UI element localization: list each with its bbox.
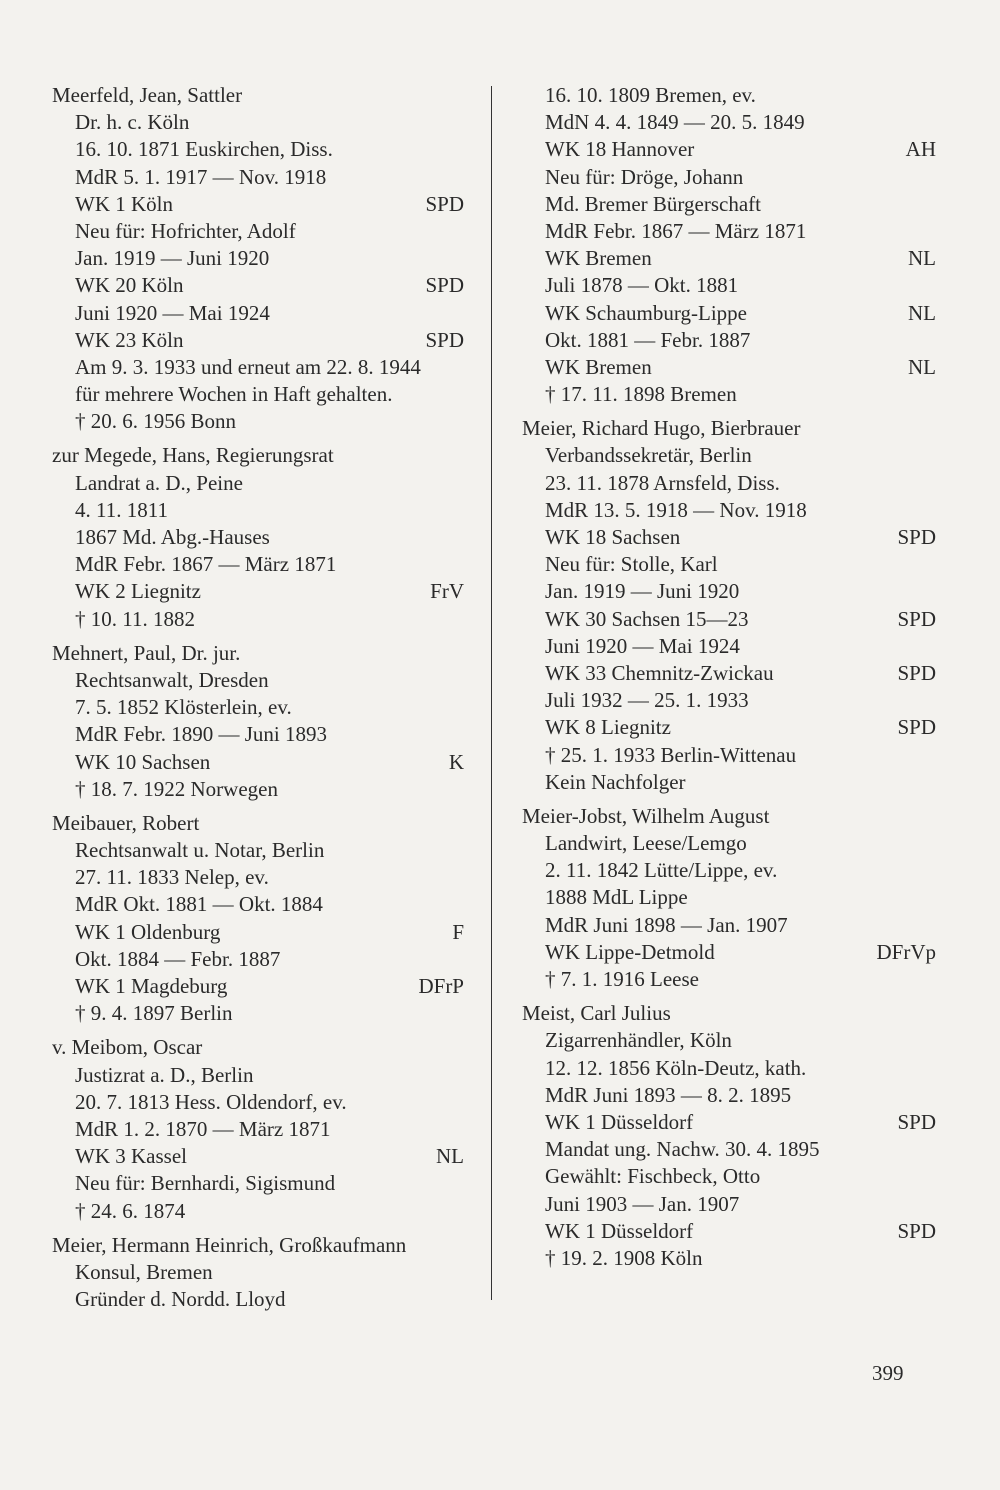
entry-line-text: WK 23 Köln <box>75 327 184 352</box>
entry-line <box>52 578 464 605</box>
entry-line <box>522 912 936 939</box>
entry-line-text: WK 30 Sachsen 15—23 <box>545 606 749 631</box>
entry-line <box>52 1062 464 1089</box>
entry-line <box>52 470 464 497</box>
entry-line-text: für mehrere Wochen in Haft gehalten. <box>75 382 393 407</box>
entry-line <box>522 164 936 191</box>
entry-line-text: † 10. 11. 1882 <box>75 606 195 631</box>
entry-line <box>522 633 936 660</box>
entry-line <box>52 1089 464 1116</box>
entry-line-text: † 18. 7. 1922 Norwegen <box>75 776 278 801</box>
entry-line <box>52 891 464 918</box>
entry-line <box>522 442 936 469</box>
entry-line <box>522 939 936 966</box>
entry-line <box>52 1000 464 1027</box>
entry-line <box>52 1170 464 1197</box>
entry-line-text: WK 33 Chemnitz-Zwickau <box>545 660 774 685</box>
entry-line <box>522 1027 936 1054</box>
entry-line <box>522 966 936 993</box>
entry-line-text: WK 1 Magdeburg <box>75 974 228 998</box>
entry-line-text: Rechtsanwalt u. Notar, Berlin <box>75 838 325 863</box>
entry-line-text: Konsul, Bremen <box>75 1259 213 1284</box>
entry-line <box>522 1055 936 1082</box>
entry-name: Mehnert, Paul, Dr. jur. <box>52 640 241 665</box>
entry-line <box>522 272 936 299</box>
entry-line <box>522 884 936 911</box>
page-number: 399 <box>872 1361 904 1385</box>
biography-entry <box>52 442 464 632</box>
entry-line <box>522 1218 936 1245</box>
entry-line <box>52 164 464 191</box>
entry-line-text: Okt. 1881 — Febr. 1887 <box>545 327 751 352</box>
party-label: AH <box>905 137 936 162</box>
entry-line-text: WK 1 Köln <box>75 191 173 216</box>
entry-line <box>52 864 464 891</box>
entry-name: zur Megede, Hans, Regierungsrat <box>52 443 334 468</box>
entry-line <box>52 946 464 973</box>
biography-entry <box>52 810 464 1028</box>
entry-line <box>522 354 936 381</box>
entry-line-text: WK Schaumburg-Lippe <box>545 300 747 325</box>
left-column <box>52 82 464 1313</box>
entry-line-text: MdR Febr. 1867 — März 1871 <box>75 552 337 577</box>
party-label: SPD <box>897 715 936 740</box>
entry-line-text: 23. 11. 1878 Arnsfeld, Diss. <box>545 470 780 495</box>
entry-line-text: MdR 5. 1. 1917 — Nov. 1918 <box>75 164 327 189</box>
entry-line <box>522 470 936 497</box>
entry-line <box>52 524 464 551</box>
entry-line-text: Neu für: Stolle, Karl <box>545 552 718 577</box>
entry-line-text: † 24. 6. 1874 <box>75 1198 186 1223</box>
biography-entry <box>522 82 936 408</box>
entry-name: Meier-Jobst, Wilhelm August <box>522 803 770 828</box>
entry-line-text: Mandat ung. Nachw. 30. 4. 1895 <box>545 1137 820 1162</box>
entry-line <box>522 245 936 272</box>
entry-line-text: 7. 5. 1852 Klösterlein, ev. <box>75 695 292 720</box>
entry-line-text: MdR Febr. 1890 — Juni 1893 <box>75 722 328 747</box>
entry-line-text: WK 20 Köln <box>75 273 184 298</box>
entry-line-text: 1888 MdL Lippe <box>545 885 688 910</box>
entry-line-text: Gründer d. Nordd. Lloyd <box>75 1287 286 1312</box>
party-label: DFrVp <box>876 939 936 964</box>
entry-line <box>522 1082 936 1109</box>
entry-line <box>522 769 936 796</box>
entry-line-text: Okt. 1884 — Febr. 1887 <box>75 946 281 971</box>
entry-line <box>522 551 936 578</box>
entry-line <box>52 1143 464 1170</box>
biography-entry <box>52 640 464 803</box>
entry-line <box>522 857 936 884</box>
party-label: DFrP <box>418 974 464 998</box>
entry-line <box>522 660 936 687</box>
entry-line-text: Juli 1932 — 25. 1. 1933 <box>545 688 749 713</box>
entry-line-text: MdR 13. 5. 1918 — Nov. 1918 <box>545 497 807 522</box>
biography-entry <box>52 1232 464 1314</box>
entry-line-text: Justizrat a. D., Berlin <box>75 1062 254 1087</box>
party-label: SPD <box>897 525 936 549</box>
entry-line <box>52 667 464 694</box>
entry-name: Meier, Hermann Heinrich, Großkaufmann <box>52 1232 407 1257</box>
entry-line <box>522 578 936 605</box>
entry-line-text: WK 1 Düsseldorf <box>545 1109 694 1134</box>
entry-line-text: WK 18 Hannover <box>545 137 695 162</box>
entry-line-text: 20. 7. 1813 Hess. Oldendorf, ev. <box>75 1089 347 1114</box>
party-label: NL <box>908 300 936 325</box>
entry-line-text: † 17. 11. 1898 Bremen <box>545 382 737 407</box>
entry-line <box>522 136 936 163</box>
entry-line-text: † 19. 2. 1908 Köln <box>545 1245 703 1270</box>
entry-line-text: † 20. 6. 1956 Bonn <box>75 409 237 434</box>
party-label: FrV <box>430 579 464 604</box>
entry-line-text: Gewählt: Fischbeck, Otto <box>545 1164 761 1189</box>
entry-line <box>522 82 936 109</box>
entry-line <box>52 245 464 272</box>
entry-line <box>522 1136 936 1163</box>
entry-line <box>52 776 464 803</box>
entry-line-text: 12. 12. 1856 Köln-Deutz, kath. <box>545 1055 807 1080</box>
entry-line <box>522 714 936 741</box>
entry-line-text: MdN 4. 4. 1849 — 20. 5. 1849 <box>545 110 805 135</box>
entry-line <box>52 136 464 163</box>
entry-line-text: WK 3 Kassel <box>75 1144 187 1169</box>
entry-line-text: Jan. 1919 — Juni 1920 <box>75 246 270 271</box>
column-divider <box>491 86 492 1300</box>
biography-entry <box>522 803 936 993</box>
entry-line-text: MdR 1. 2. 1870 — März 1871 <box>75 1116 331 1141</box>
entry-line <box>52 606 464 633</box>
party-label: NL <box>436 1144 464 1169</box>
entry-line <box>52 109 464 136</box>
entry-line-text: † 9. 4. 1897 Berlin <box>75 1001 233 1026</box>
entry-line <box>522 687 936 714</box>
entry-line-text: 16. 10. 1871 Euskirchen, Diss. <box>75 137 333 162</box>
entry-line-text: Landrat a. D., Peine <box>75 470 243 495</box>
entry-line <box>522 381 936 408</box>
entry-line-text: WK 1 Düsseldorf <box>545 1218 694 1243</box>
entry-line <box>52 721 464 748</box>
party-label: SPD <box>897 1109 936 1134</box>
entry-line <box>522 300 936 327</box>
biography-entry <box>52 82 464 435</box>
entry-line-text: Zigarrenhändler, Köln <box>545 1028 732 1053</box>
entry-line <box>52 327 464 354</box>
entry-line-text: 4. 11. 1811 <box>75 497 168 522</box>
entry-line <box>522 191 936 218</box>
party-label: SPD <box>897 1218 936 1243</box>
entry-line <box>522 606 936 633</box>
entry-line-text: Landwirt, Leese/Lemgo <box>545 831 747 856</box>
party-label: NL <box>908 354 936 379</box>
entry-line <box>52 381 464 408</box>
entry-line <box>52 919 464 946</box>
entry-line <box>52 1198 464 1225</box>
entry-line <box>52 191 464 218</box>
entry-line-text: MdR Juni 1893 — 8. 2. 1895 <box>545 1082 792 1107</box>
entry-name: Meist, Carl Julius <box>522 1001 671 1026</box>
entry-line <box>522 524 936 551</box>
entry-line <box>52 408 464 435</box>
entry-line-text: Juni 1903 — Jan. 1907 <box>545 1191 740 1216</box>
entry-line-text: Neu für: Bernhardi, Sigismund <box>75 1171 336 1196</box>
entry-line-text: WK 2 Liegnitz <box>75 579 201 604</box>
entry-line-text: 1867 Md. Abg.-Hauses <box>75 525 270 549</box>
entry-name: v. Meibom, Oscar <box>52 1035 203 1060</box>
entry-line-text: WK 10 Sachsen <box>75 749 211 774</box>
party-label: SPD <box>897 606 936 631</box>
party-label: SPD <box>897 660 936 685</box>
entry-line-text: † 7. 1. 1916 Leese <box>545 967 699 991</box>
entry-line <box>522 1245 936 1272</box>
entry-line-text: Neu für: Dröge, Johann <box>545 164 744 189</box>
entry-line <box>522 742 936 769</box>
entry-line <box>522 1163 936 1190</box>
right-column <box>522 82 936 1272</box>
entry-line-text: Rechtsanwalt, Dresden <box>75 667 269 692</box>
entry-name: Meibauer, Robert <box>52 810 200 835</box>
entry-name: Meerfeld, Jean, Sattler <box>52 83 243 107</box>
party-label: SPD <box>425 327 464 352</box>
entry-line <box>522 497 936 524</box>
entry-line-text: MdR Juni 1898 — Jan. 1907 <box>545 912 788 937</box>
entry-line-text: WK 1 Oldenburg <box>75 919 221 944</box>
entry-line-text: WK Bremen <box>545 354 652 379</box>
entry-line <box>52 749 464 776</box>
entry-line <box>522 1191 936 1218</box>
entry-line-text: Jan. 1919 — Juni 1920 <box>545 579 740 604</box>
biography-entry <box>52 1034 464 1224</box>
entry-line <box>52 272 464 299</box>
entry-line <box>52 551 464 578</box>
entry-line-text: 27. 11. 1833 Nelep, ev. <box>75 865 269 890</box>
entry-line <box>52 1259 464 1286</box>
entry-line-text: Juni 1920 — Mai 1924 <box>545 633 740 658</box>
entry-line-text: Kein Nachfolger <box>545 769 686 794</box>
entry-line-text: WK 18 Sachsen <box>545 525 681 549</box>
entry-line <box>52 354 464 381</box>
entry-line <box>522 109 936 136</box>
entry-name: Meier, Richard Hugo, Bierbrauer <box>522 416 801 441</box>
entry-line-text: Dr. h. c. Köln <box>75 110 190 135</box>
entry-line-text: MdR Okt. 1881 — Okt. 1884 <box>75 892 323 917</box>
entry-line <box>522 1109 936 1136</box>
entry-line <box>522 830 936 857</box>
party-label: NL <box>908 246 936 271</box>
entry-line <box>52 218 464 245</box>
entry-line-text: 2. 11. 1842 Lütte/Lippe, ev. <box>545 858 778 883</box>
entry-line <box>522 218 936 245</box>
entry-line-text: MdR Febr. 1867 — März 1871 <box>545 218 807 243</box>
entry-line-text: Juni 1920 — Mai 1924 <box>75 300 270 325</box>
entry-line-text: Juli 1878 — Okt. 1881 <box>545 273 739 298</box>
entry-line-text: Neu für: Hofrichter, Adolf <box>75 218 296 243</box>
entry-line-text: Md. Bremer Bürgerschaft <box>545 191 761 216</box>
entry-line-text: † 25. 1. 1933 Berlin-Wittenau <box>545 742 797 767</box>
entry-line <box>52 973 464 1000</box>
entry-line-text: WK 8 Liegnitz <box>545 715 671 740</box>
entry-line-text: 16. 10. 1809 Bremen, ev. <box>545 83 756 107</box>
entry-line <box>52 1286 464 1313</box>
entry-line-text: Verbandssekretär, Berlin <box>545 443 752 468</box>
entry-line <box>52 1116 464 1143</box>
biography-entry <box>522 1000 936 1272</box>
entry-line-text: WK Bremen <box>545 246 652 271</box>
entry-line <box>522 327 936 354</box>
entry-line <box>52 837 464 864</box>
entry-line-text: Am 9. 3. 1933 und erneut am 22. 8. 1944 <box>75 354 421 379</box>
entry-line <box>52 300 464 327</box>
entry-line-text: WK Lippe-Detmold <box>545 939 715 964</box>
biography-entry <box>522 415 936 796</box>
entry-line <box>52 694 464 721</box>
party-label: SPD <box>425 191 464 216</box>
party-label: SPD <box>425 273 464 298</box>
entry-line <box>52 497 464 524</box>
party-label: F <box>452 919 464 944</box>
party-label: K <box>448 749 464 774</box>
